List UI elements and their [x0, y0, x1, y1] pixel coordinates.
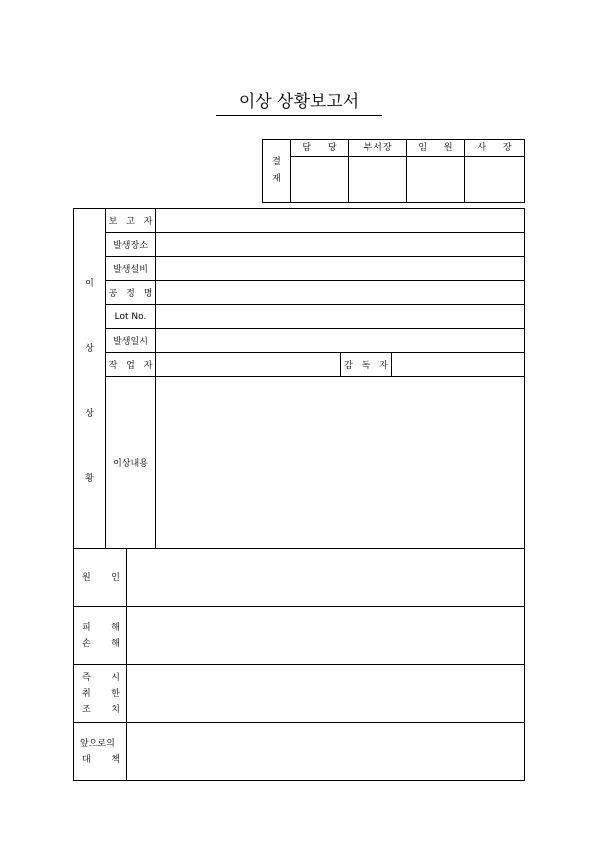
- lot-label: Lot No.: [106, 305, 156, 329]
- datetime-value[interactable]: [156, 329, 525, 353]
- approval-header-executive: 임 원: [407, 140, 465, 157]
- content-value[interactable]: [156, 377, 525, 549]
- supervisor-value[interactable]: [392, 353, 525, 377]
- damage-label: 피 해 손 해: [74, 607, 127, 665]
- damage-section: [73, 606, 525, 665]
- location-value[interactable]: [156, 233, 525, 257]
- content-label: 이상내용: [106, 377, 156, 549]
- cause-value[interactable]: [127, 549, 525, 607]
- future-label: 앞으로의 대 책: [74, 723, 127, 781]
- cause-label: 원 인: [74, 549, 127, 607]
- approval-sign-executive[interactable]: [407, 157, 465, 203]
- lot-value[interactable]: [156, 305, 525, 329]
- process-label: 공 정 명: [106, 281, 156, 305]
- worker-label: 작 업 자: [106, 353, 156, 377]
- reporter-value[interactable]: [156, 209, 525, 233]
- approval-sign-manager[interactable]: [349, 157, 407, 203]
- approval-table: [262, 139, 525, 203]
- reporter-label: 보 고 자: [106, 209, 156, 233]
- approval-header-staff: 담 당: [291, 140, 349, 157]
- action-value[interactable]: [127, 665, 525, 723]
- incident-table: [73, 208, 525, 549]
- approval-sign-staff[interactable]: [291, 157, 349, 203]
- approval-label: 결 재: [263, 140, 291, 203]
- approval-header-manager: 부서장: [349, 140, 407, 157]
- future-section: [73, 722, 525, 781]
- approval-sign-president[interactable]: [465, 157, 525, 203]
- supervisor-label: 감 독 자: [341, 353, 392, 377]
- action-label: 즉 시 취 한 조 치: [74, 665, 127, 723]
- worker-value[interactable]: [156, 353, 341, 377]
- future-value[interactable]: [127, 723, 525, 781]
- location-label: 발생장소: [106, 233, 156, 257]
- process-value[interactable]: [156, 281, 525, 305]
- action-section: [73, 664, 525, 723]
- damage-value[interactable]: [127, 607, 525, 665]
- approval-header-president: 사 장: [465, 140, 525, 157]
- side-label-abnormal-situation: 이 상 상 황: [74, 209, 106, 549]
- cause-section: [73, 548, 525, 607]
- page-title: 이상 상황보고서: [216, 92, 382, 116]
- datetime-label: 발생일시: [106, 329, 156, 353]
- equipment-value[interactable]: [156, 257, 525, 281]
- equipment-label: 발생설비: [106, 257, 156, 281]
